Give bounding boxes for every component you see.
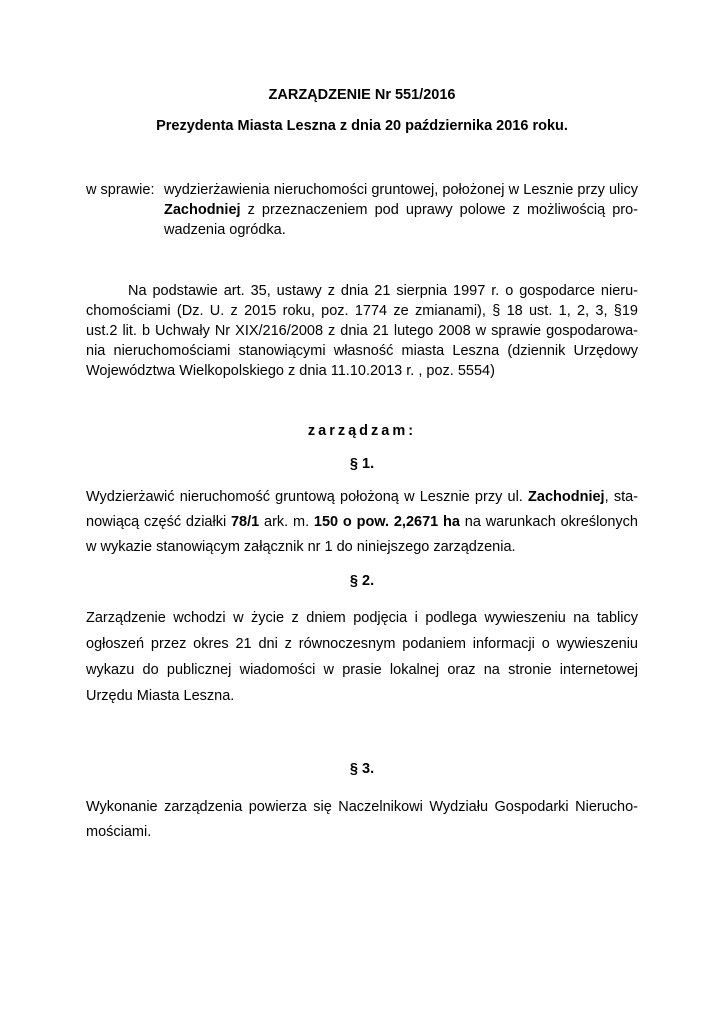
section-1-text-a: Wydzierżawić nieruchomość gruntową położoną w Lesznie przy ul. [86, 489, 529, 505]
section-1-line-1 [86, 485, 638, 509]
subject-line-1: wydzierżawienia nieruchomości gruntowej, położonej w Lesznie przy ulicy [164, 182, 638, 198]
basis-line-5: Województwa Wielkopolskiego z dnia 11.10.2013 r. , poz. 5554) [86, 363, 495, 379]
subject-line-2-text: z przeznaczeniem pod uprawy polowe z możliwością pro- [240, 202, 638, 218]
basis-line-1: Na podstawie art. 35, ustawy z dnia 21 sierpnia 1997 r. o gospodarce nieru- [128, 283, 638, 299]
section-1-text-c: nowiącą część działki [86, 514, 231, 530]
basis-line-4: nia nieruchomościami stanowiącymi własność miasta Leszna (dziennik Urzędowy [86, 343, 638, 359]
basis-line-2: chomościami (Dz. U. z 2015 roku, poz. 1774 ze zmianami), § 18 ust. 1, 2, 3, §19 [86, 303, 638, 319]
parcel-area: 150 o pow. 2,2671 ha [313, 514, 460, 530]
basis-line-3: ust.2 lit. b Uchwały Nr XIX/216/2008 z dnia 21 lutego 2008 w sprawie gospodarowa- [86, 323, 638, 339]
section-1-text-d: ark. m. [259, 514, 314, 530]
section-2-heading: § 2. [349, 573, 375, 589]
section-1-line-3: w wykazie stanowiącym załącznik nr 1 do niniejszego zarządzenia. [86, 539, 516, 555]
section-2-line-1: Zarządzenie wchodzi w życie z dniem podjęcia i podlega wywieszeniu na tablicy [86, 610, 638, 626]
subject-label: w sprawie: [86, 182, 155, 198]
document-subtitle: Prezydenta Miasta Leszna z dnia 20 października 2016 roku. [156, 118, 568, 134]
section-1-line-2 [86, 510, 638, 534]
parcel-number: 78/1 [230, 514, 260, 530]
section-1-text-b: , sta- [604, 489, 638, 505]
document-title: ZARZĄDZENIE Nr 551/2016 [268, 87, 456, 103]
section-3-line-2: mościami. [86, 824, 152, 840]
subject-line-3: wadzenia ogródka. [164, 222, 286, 238]
decree-heading: zarządzam: [307, 423, 417, 439]
subject-line-2 [164, 200, 638, 220]
section-3-line-1: Wykonanie zarządzenia powierza się Naczelnikowi Wydziału Gospodarki Nierucho- [86, 799, 638, 815]
section-2-line-2: ogłoszeń przez okres 21 dni z równoczesnym podaniem informacji o wywieszeniu [86, 636, 638, 652]
section-1-street: Zachodniej [528, 489, 605, 505]
section-3-heading: § 3. [349, 761, 375, 777]
section-2-line-4: Urzędu Miasta Leszna. [86, 688, 235, 704]
section-1-text-e: na warunkach określonych [459, 514, 638, 530]
street-name: Zachodniej [164, 202, 241, 218]
section-1-heading: § 1. [349, 456, 375, 472]
section-2-line-3: wykazu do publicznej wiadomości w prasie lokalnej oraz na stronie internetowej [86, 662, 638, 678]
